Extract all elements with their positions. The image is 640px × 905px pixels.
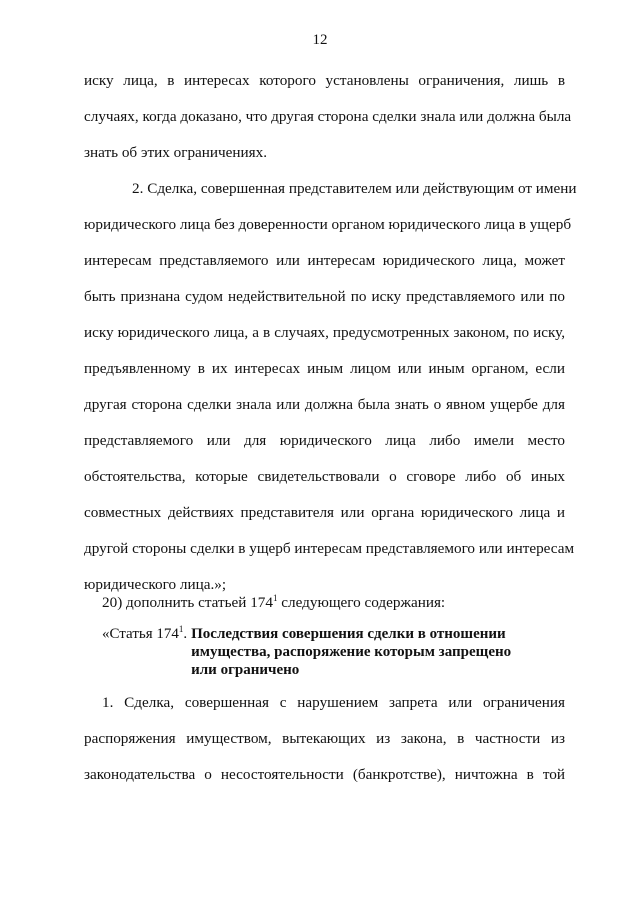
- text-line: интересам представляемого или интересам юридического лица, может: [84, 252, 565, 269]
- article-title: [191, 625, 511, 679]
- article-heading: [102, 625, 511, 679]
- item-20: [102, 593, 445, 613]
- article-title-line: Последствия совершения сделки в отношении: [191, 626, 506, 642]
- text-line: законодательства о несостоятельности (банкротстве), ничтожна в той: [84, 766, 565, 783]
- text-line: совместных действиях представителя или органа юридического лица и: [84, 504, 565, 521]
- item-20-text: 20) дополнить статьей 174: [102, 594, 273, 611]
- article-number: «Статья $174^1$.: [102, 624, 188, 642]
- text-line: юридического лица без доверенности органом юридического лица в ущерб: [84, 216, 572, 233]
- text-line: юридического лица.»;: [84, 576, 227, 593]
- article-title-line: или ограничено: [191, 662, 300, 678]
- text-line: 2. Сделка, совершенная представителем или действующим от имени: [132, 180, 577, 197]
- text-line: распоряжения имуществом, вытекающих из закона, в частности из: [84, 730, 565, 747]
- text-line: обстоятельства, которые свидетельствовали о сговоре либо об иных: [84, 468, 565, 485]
- text-line: предъявленному в их интересах иным лицом или иным органом, если: [84, 360, 565, 377]
- item-20-text-end: следующего содержания:: [277, 594, 446, 611]
- text-line: представляемого или для юридического лица либо имели место: [84, 432, 565, 449]
- text-line: иску юридического лица, а в случаях, предусмотренных законом, по иску,: [84, 324, 565, 341]
- article-title-line: имущества, распоряжение которым запрещено: [191, 644, 512, 660]
- page-number: 12: [312, 32, 328, 48]
- text-line: 1. Сделка, совершенная с нарушением запрета или ограничения: [102, 694, 565, 711]
- superscript: 1: [273, 593, 278, 603]
- text-line: знать об этих ограничениях.: [84, 144, 268, 161]
- text-line: случаях, когда доказано, что другая сторона сделки знала или должна была: [84, 108, 572, 125]
- text-line: другой стороны сделки в ущерб интересам представляемого или интересам: [84, 540, 575, 557]
- text-line: другая сторона сделки знала или должна была знать о явном ущербе для: [84, 396, 565, 413]
- text-line: иску лица, в интересах которого установлены ограничения, лишь в: [84, 72, 565, 89]
- text-line: быть признана судом недействительной по иску представляемого или по: [84, 288, 565, 305]
